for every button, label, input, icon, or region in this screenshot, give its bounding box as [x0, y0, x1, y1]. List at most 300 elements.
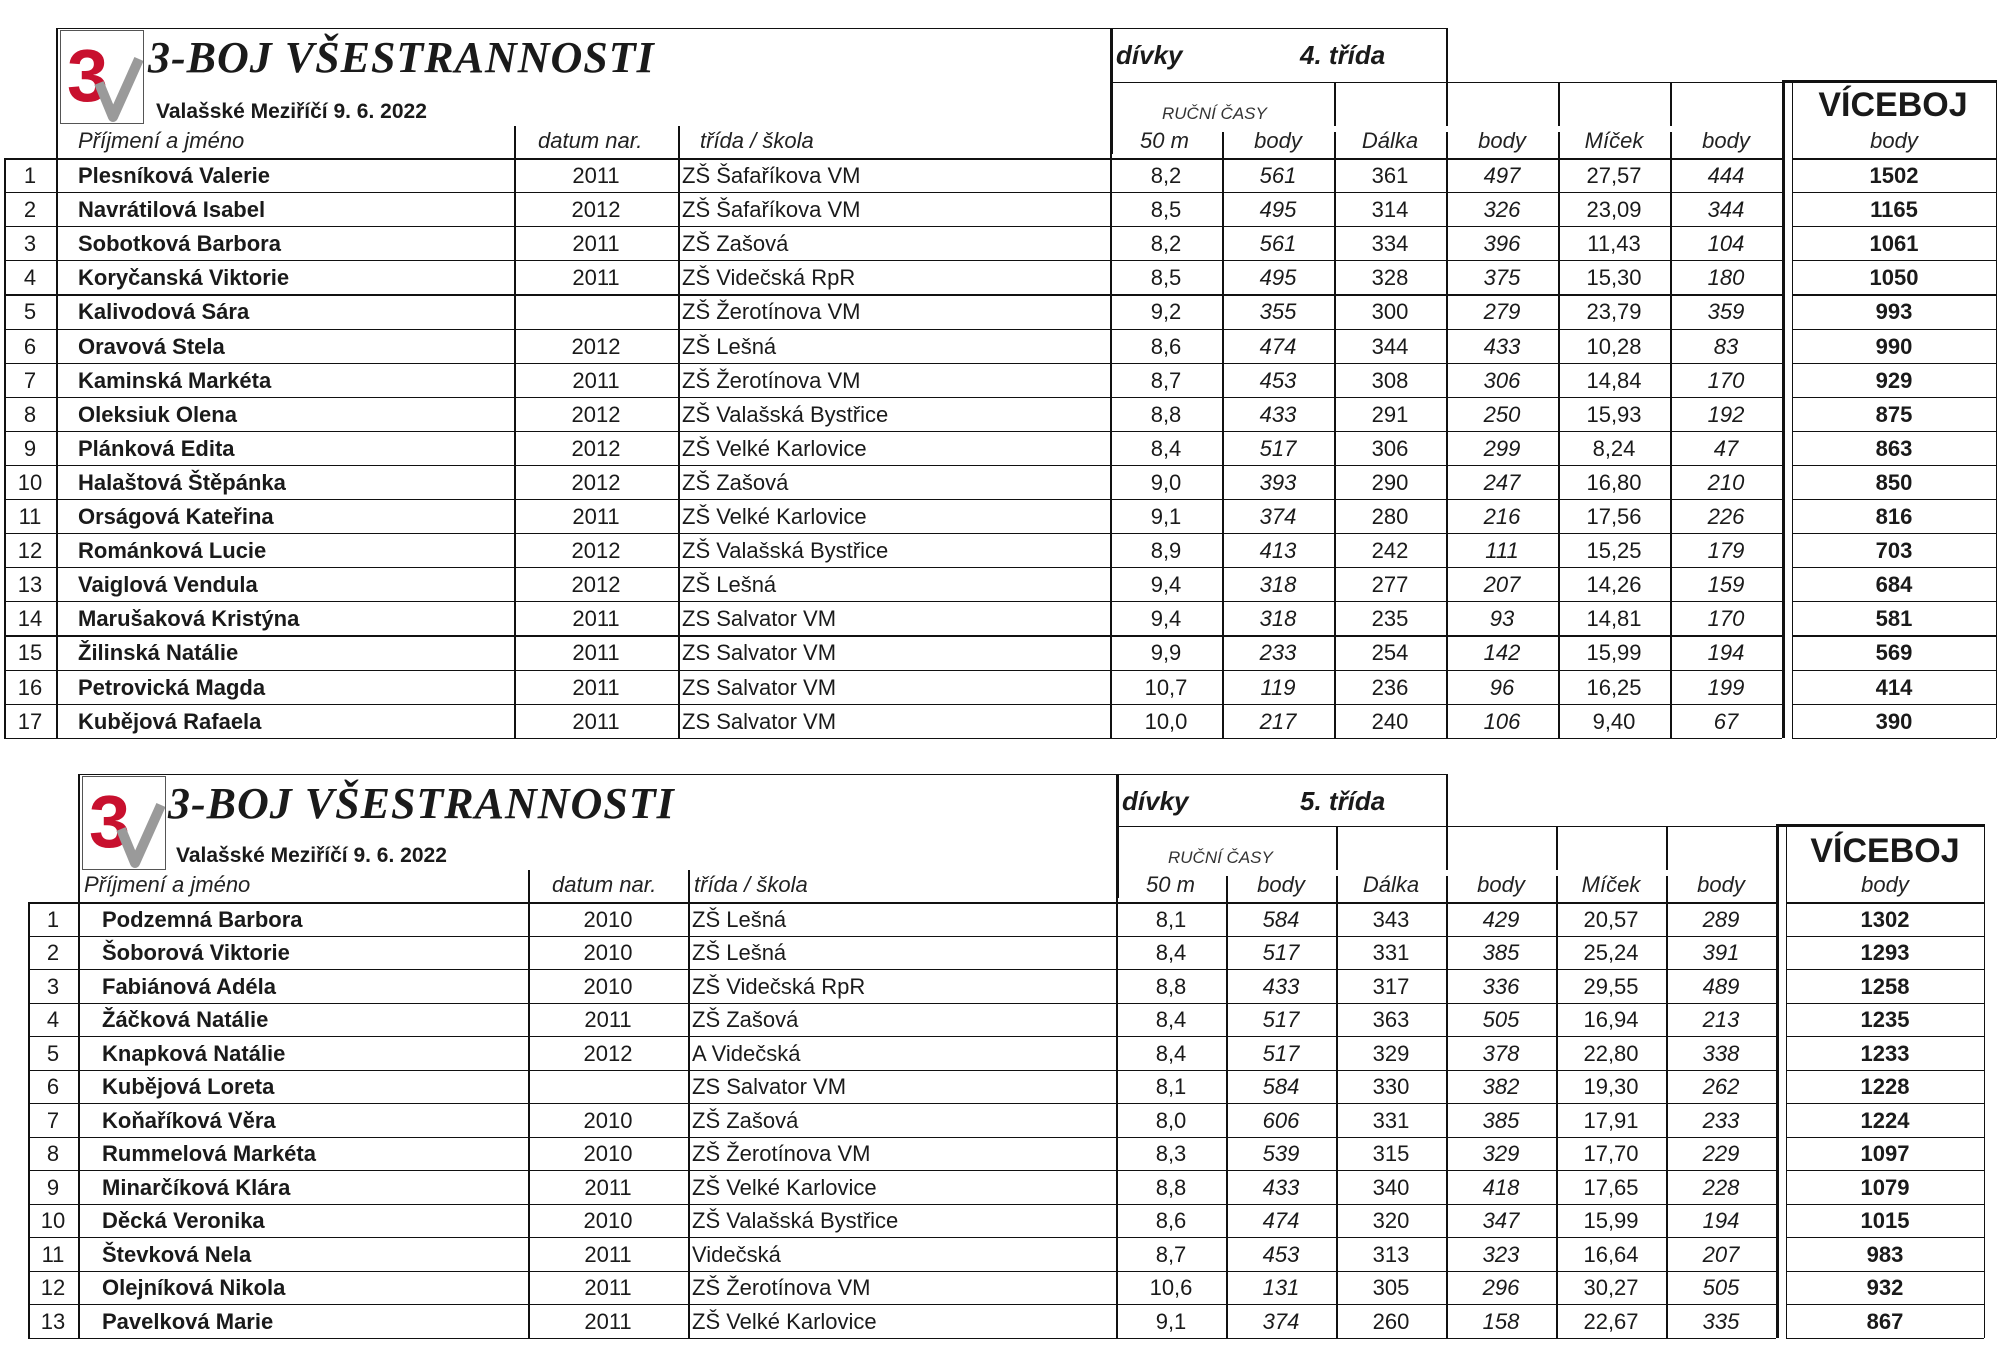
- cell-run: 8,1: [1155, 1074, 1187, 1100]
- cell-run: 9,1: [1150, 504, 1182, 530]
- cell-jump: 334: [1371, 231, 1409, 257]
- column-header-name: Příjmení a jméno: [84, 872, 251, 897]
- cell-dob: 2012: [583, 1040, 633, 1066]
- cell-rank: 17: [17, 708, 43, 734]
- cell-ball: 22,67: [1583, 1308, 1639, 1334]
- viceboj-heading: VÍCEBOJ: [1810, 832, 1960, 870]
- cell-ball: 16,64: [1583, 1241, 1639, 1267]
- table-rule: [1558, 82, 1560, 126]
- cell-school: ZŠ Žerotínova VM: [692, 1275, 871, 1301]
- cell-total: 1079: [1860, 1174, 1910, 1200]
- cell-rank: 9: [23, 435, 37, 461]
- cell-dob: 2012: [571, 401, 621, 427]
- table-rule: [1984, 824, 1985, 1338]
- cell-jump-pts: 375: [1483, 265, 1521, 291]
- cell-jump: 361: [1371, 163, 1409, 189]
- cell-school: ZŠ Velké Karlovice: [682, 504, 867, 530]
- table-rule: [1792, 465, 1996, 466]
- table-rule: [28, 1003, 1776, 1004]
- cell-jump: 330: [1372, 1074, 1410, 1100]
- cell-rank: 9: [46, 1174, 60, 1200]
- cell-school: Videčská: [692, 1241, 781, 1267]
- cell-ball: 10,28: [1586, 333, 1642, 359]
- cell-total: 816: [1875, 504, 1913, 530]
- cell-run: 10,6: [1149, 1275, 1193, 1301]
- cell-dob: 2011: [572, 265, 620, 291]
- cell-name: Koryčanská Viktorie: [78, 265, 290, 291]
- cell-dob: 2011: [572, 231, 620, 257]
- table-rule: [1792, 499, 1996, 500]
- table-rule: [28, 1338, 1776, 1339]
- cell-total: 1502: [1869, 163, 1919, 189]
- cell-school: ZS Salvator VM: [682, 708, 837, 734]
- table-rule: [28, 1070, 1776, 1071]
- cell-jump: 280: [1371, 504, 1409, 530]
- cell-ball: 15,99: [1583, 1208, 1639, 1234]
- cell-total: 929: [1875, 367, 1913, 393]
- cell-run-pts: 517: [1262, 940, 1300, 966]
- cell-name: Kubějová Loreta: [102, 1074, 275, 1100]
- cell-run: 8,2: [1150, 163, 1182, 189]
- venue-date: Valašské Meziříčí 9. 6. 2022: [156, 100, 427, 123]
- cell-school: ZŠ Lešná: [692, 906, 787, 932]
- cell-ball-pts: 228: [1702, 1174, 1740, 1200]
- cell-jump: 242: [1371, 538, 1409, 564]
- table-rule: [1666, 826, 1668, 870]
- cell-name: Kalivodová Sára: [78, 299, 250, 325]
- cell-ball: 20,57: [1583, 906, 1639, 932]
- cell-name: Pavelková Marie: [102, 1308, 274, 1334]
- cell-name: Knapková Natálie: [102, 1040, 286, 1066]
- cell-ball-pts: 213: [1702, 1007, 1740, 1033]
- cell-ball: 17,56: [1586, 504, 1642, 530]
- cell-ball-pts: 179: [1707, 538, 1745, 564]
- cell-ball-pts: 170: [1707, 606, 1745, 632]
- table-rule: [28, 969, 1776, 970]
- cell-rank: 4: [46, 1007, 60, 1033]
- cell-run: 8,9: [1150, 538, 1182, 564]
- cell-ball: 23,79: [1586, 299, 1642, 325]
- cell-rank: 2: [46, 940, 60, 966]
- cell-ball: 29,55: [1583, 973, 1639, 999]
- table-rule: [1446, 28, 1448, 82]
- cell-run: 10,0: [1144, 708, 1188, 734]
- cell-rank: 12: [17, 538, 43, 564]
- cell-run-pts: 217: [1259, 708, 1297, 734]
- column-header-name: Příjmení a jméno: [78, 128, 245, 153]
- cell-dob: 2011: [572, 708, 620, 734]
- cell-run-pts: 517: [1262, 1040, 1300, 1066]
- cell-school: ZŠ Zašová: [682, 469, 789, 495]
- cell-school: ZŠ Zašová: [692, 1007, 799, 1033]
- cell-jump-pts: 106: [1483, 708, 1521, 734]
- cell-total: 684: [1875, 572, 1913, 598]
- cell-run-pts: 474: [1259, 333, 1297, 359]
- cell-jump-pts: 306: [1483, 367, 1521, 393]
- cell-ball-pts: 207: [1702, 1241, 1740, 1267]
- cell-rank: 6: [46, 1074, 60, 1100]
- table-rule: [1786, 1204, 1984, 1205]
- venue-date: Valašské Meziříčí 9. 6. 2022: [176, 844, 447, 867]
- cell-name: Plánková Edita: [78, 435, 235, 461]
- cell-rank: 10: [17, 469, 43, 495]
- cell-run: 10,7: [1144, 674, 1188, 700]
- cell-jump-pts: 329: [1482, 1141, 1520, 1167]
- hand-times-label: RUČNÍ ČASY: [1162, 104, 1267, 123]
- cell-run: 8,4: [1155, 1040, 1187, 1066]
- cell-ball: 14,84: [1586, 367, 1642, 393]
- cell-run-pts: 131: [1262, 1275, 1300, 1301]
- cell-jump: 290: [1371, 469, 1409, 495]
- cell-school: ZŠ Velké Karlovice: [692, 1308, 877, 1334]
- cell-name: Žilinská Natálie: [78, 640, 239, 666]
- table-rule: [1782, 80, 1996, 83]
- cell-dob: 2012: [571, 538, 621, 564]
- cell-ball-pts: 359: [1707, 299, 1745, 325]
- cell-ball-pts: 104: [1707, 231, 1745, 257]
- cell-run: 8,5: [1150, 197, 1182, 223]
- cell-run: 8,4: [1155, 1007, 1187, 1033]
- cell-ball: 17,91: [1583, 1107, 1639, 1133]
- cell-jump-pts: 497: [1483, 163, 1521, 189]
- cell-ball-pts: 489: [1702, 973, 1740, 999]
- table-rule: [28, 1137, 1776, 1138]
- cell-ball-pts: 180: [1707, 265, 1745, 291]
- cell-dob: 2011: [572, 606, 620, 632]
- cell-ball: 15,30: [1586, 265, 1642, 291]
- table-rule: [1782, 82, 1784, 738]
- cell-run: 8,8: [1155, 1174, 1187, 1200]
- cell-jump: 305: [1372, 1275, 1410, 1301]
- column-header-run-pts: body: [1254, 128, 1302, 153]
- table-rule: [1786, 1304, 1984, 1305]
- table-rule: [28, 1170, 1776, 1171]
- table-rule: [28, 1103, 1776, 1104]
- cell-school: ZŠ Zašová: [682, 231, 789, 257]
- cell-jump: 331: [1372, 940, 1410, 966]
- cell-run-pts: 517: [1262, 1007, 1300, 1033]
- cell-name: Petrovická Magda: [78, 674, 266, 700]
- cell-name: Žáčková Natálie: [102, 1007, 269, 1033]
- cell-jump: 363: [1372, 1007, 1410, 1033]
- cell-jump: 300: [1371, 299, 1409, 325]
- cell-dob: 2010: [583, 973, 633, 999]
- cell-run: 8,4: [1155, 940, 1187, 966]
- table-rule: [1446, 826, 1448, 870]
- cell-run-pts: 474: [1262, 1208, 1300, 1234]
- cell-total: 569: [1875, 640, 1913, 666]
- table-rule: [1792, 363, 1996, 364]
- table-rule: [1792, 158, 1996, 160]
- column-header-school: třída / škola: [700, 128, 814, 153]
- cell-jump: 306: [1371, 435, 1409, 461]
- table-rule: [1786, 936, 1984, 937]
- cell-school: ZŠ Žerotínova VM: [692, 1141, 871, 1167]
- cell-school: ZS Salvator VM: [682, 674, 837, 700]
- cell-ball-pts: 159: [1707, 572, 1745, 598]
- cell-jump: 277: [1371, 572, 1409, 598]
- cell-jump-pts: 385: [1482, 940, 1520, 966]
- cell-jump: 331: [1372, 1107, 1410, 1133]
- column-header-ball: Míček: [1581, 872, 1641, 897]
- cell-rank: 10: [40, 1208, 66, 1234]
- grade-label: 5. třída: [1300, 786, 1386, 816]
- cell-name: Kaminská Markéta: [78, 367, 272, 393]
- cell-run-pts: 393: [1259, 469, 1297, 495]
- cell-jump: 328: [1371, 265, 1409, 291]
- cell-name: Šoborová Viktorie: [102, 940, 290, 966]
- cell-dob: 2011: [584, 1007, 632, 1033]
- cell-school: ZS Salvator VM: [692, 1074, 847, 1100]
- cell-ball: 14,81: [1586, 606, 1642, 632]
- cell-run: 8,6: [1150, 333, 1182, 359]
- cell-school: ZŠ Valašská Bystřice: [682, 538, 889, 564]
- cell-school: ZS Salvator VM: [682, 640, 837, 666]
- cell-dob: 2012: [571, 197, 621, 223]
- cell-ball-pts: 170: [1707, 367, 1745, 393]
- cell-rank: 11: [18, 504, 42, 530]
- cell-name: Rummelová Markéta: [102, 1141, 316, 1167]
- table-rule: [1792, 260, 1996, 261]
- column-header-ball-pts: body: [1697, 872, 1745, 897]
- cell-jump: 315: [1372, 1141, 1410, 1167]
- viceboj-heading: VÍCEBOJ: [1818, 86, 1968, 124]
- cell-name: Kubějová Rafaela: [78, 708, 262, 734]
- cell-dob: 2011: [584, 1308, 632, 1334]
- cell-total: 1015: [1860, 1208, 1910, 1234]
- column-header-school: třída / škola: [694, 872, 808, 897]
- cell-jump-pts: 247: [1483, 469, 1521, 495]
- table-rule: [1786, 1003, 1984, 1004]
- cell-run-pts: 606: [1262, 1107, 1300, 1133]
- cell-dob: 2011: [572, 640, 620, 666]
- cell-school: ZŠ Videčská RpR: [682, 265, 856, 291]
- cell-run-pts: 318: [1259, 606, 1297, 632]
- cell-name: Minarčíková Klára: [102, 1174, 291, 1200]
- table-rule: [28, 1036, 1776, 1037]
- table-rule: [4, 158, 1782, 160]
- cell-jump: 240: [1371, 708, 1409, 734]
- cell-ball-pts: 47: [1713, 435, 1739, 461]
- cell-run-pts: 584: [1262, 1074, 1300, 1100]
- cell-run: 8,0: [1155, 1107, 1187, 1133]
- cell-total: 1165: [1870, 197, 1918, 223]
- cell-ball-pts: 338: [1702, 1040, 1740, 1066]
- table-rule: [28, 936, 1776, 937]
- cell-run: 8,2: [1150, 231, 1182, 257]
- cell-school: ZŠ Šafaříkova VM: [682, 197, 861, 223]
- cell-jump: 314: [1371, 197, 1409, 223]
- cell-name: Sobotková Barbora: [78, 231, 281, 257]
- cell-total: 993: [1875, 299, 1913, 325]
- cell-run: 9,9: [1150, 640, 1182, 666]
- table-rule: [78, 870, 80, 1338]
- cell-rank: 8: [46, 1141, 60, 1167]
- cell-ball: 19,30: [1583, 1074, 1639, 1100]
- column-header-dob: datum nar.: [538, 128, 643, 153]
- cell-ball-pts: 192: [1707, 401, 1745, 427]
- table-rule: [1792, 192, 1996, 193]
- cell-dob: 2012: [571, 572, 621, 598]
- cell-total: 581: [1875, 606, 1913, 632]
- cell-name: Románková Lucie: [78, 538, 267, 564]
- table-rule: [1786, 902, 1984, 904]
- cell-school: ZŠ Žerotínova VM: [682, 367, 861, 393]
- cell-ball-pts: 194: [1702, 1208, 1740, 1234]
- cell-run: 9,4: [1150, 572, 1182, 598]
- table-rule: [28, 1271, 1776, 1272]
- cell-rank: 3: [23, 231, 37, 257]
- cell-run-pts: 318: [1259, 572, 1297, 598]
- cell-rank: 1: [23, 163, 37, 189]
- hand-times-label: RUČNÍ ČASY: [1168, 848, 1273, 867]
- cell-school: ZŠ Lešná: [682, 572, 777, 598]
- cell-ball: 25,24: [1583, 940, 1639, 966]
- table-rule: [28, 1237, 1776, 1238]
- cell-jump-pts: 111: [1485, 538, 1519, 564]
- cell-dob: 2011: [584, 1275, 632, 1301]
- cell-jump-pts: 323: [1482, 1241, 1520, 1267]
- cell-ball-pts: 391: [1702, 940, 1740, 966]
- cell-jump-pts: 142: [1483, 640, 1521, 666]
- category-label: dívky: [1122, 786, 1189, 816]
- cell-rank: 7: [23, 367, 37, 393]
- table-rule: [1776, 826, 1778, 1338]
- table-rule: [688, 870, 690, 1338]
- cell-run: 8,8: [1155, 973, 1187, 999]
- cell-run-pts: 453: [1259, 367, 1297, 393]
- cell-run: 8,3: [1155, 1141, 1187, 1167]
- cell-jump-pts: 93: [1489, 606, 1515, 632]
- cell-jump: 329: [1372, 1040, 1410, 1066]
- cell-name: Vaiglová Vendula: [78, 572, 258, 598]
- table-rule: [1446, 774, 1448, 826]
- cell-name: Fabiánová Adéla: [102, 973, 277, 999]
- cell-total: 990: [1875, 333, 1913, 359]
- cell-jump-pts: 279: [1483, 299, 1521, 325]
- table-rule: [1996, 80, 1997, 738]
- cell-ball-pts: 210: [1707, 469, 1745, 495]
- cell-rank: 13: [17, 572, 43, 598]
- cell-rank: 11: [41, 1241, 65, 1267]
- cell-run: 8,8: [1150, 401, 1182, 427]
- column-header-total: body: [1861, 872, 1909, 897]
- cell-ball: 23,09: [1586, 197, 1642, 223]
- table-rule: [4, 567, 1782, 568]
- table-rule: [1792, 397, 1996, 398]
- cell-rank: 1: [46, 906, 60, 932]
- column-header-run: 50 m: [1146, 872, 1195, 897]
- table-rule: [4, 465, 1782, 466]
- table-rule: [1786, 1070, 1984, 1071]
- table-rule: [1792, 635, 1996, 636]
- table-rule: [1792, 670, 1996, 671]
- column-header-jump-pts: body: [1477, 872, 1525, 897]
- table-rule: [1792, 533, 1996, 534]
- cell-jump: 344: [1371, 333, 1409, 359]
- cell-name: Podzemná Barbora: [102, 906, 303, 932]
- cell-name: Děcká Veronika: [102, 1208, 265, 1234]
- table-rule: [4, 601, 1782, 602]
- table-rule: [4, 363, 1782, 364]
- cell-total: 932: [1866, 1275, 1904, 1301]
- table-rule: [678, 126, 680, 738]
- cell-total: 414: [1875, 674, 1913, 700]
- table-rule: [1786, 969, 1984, 970]
- cell-ball: 16,94: [1583, 1007, 1639, 1033]
- table-rule: [1792, 329, 1996, 330]
- cell-school: ZŠ Zašová: [692, 1107, 799, 1133]
- cell-jump-pts: 336: [1482, 973, 1520, 999]
- cell-run: 9,0: [1150, 469, 1182, 495]
- cell-run-pts: 374: [1262, 1308, 1300, 1334]
- table-rule: [28, 1304, 1776, 1305]
- table-rule: [4, 226, 1782, 227]
- table-rule: [4, 431, 1782, 432]
- cell-rank: 5: [46, 1040, 60, 1066]
- cell-ball-pts: 444: [1707, 163, 1745, 189]
- cell-ball-pts: 344: [1707, 197, 1745, 223]
- cell-run-pts: 433: [1262, 1174, 1300, 1200]
- cell-jump-pts: 296: [1482, 1275, 1520, 1301]
- cell-jump: 343: [1372, 906, 1410, 932]
- cell-total: 983: [1866, 1241, 1904, 1267]
- table-rule: [1792, 226, 1996, 227]
- cell-total: 863: [1875, 435, 1913, 461]
- table-rule: [1776, 824, 1984, 827]
- cell-run-pts: 495: [1259, 265, 1297, 291]
- cell-school: ZŠ Valašská Bystřice: [692, 1208, 899, 1234]
- table-rule: [1786, 1271, 1984, 1272]
- cell-total: 867: [1866, 1308, 1904, 1334]
- cell-dob: 2011: [572, 367, 620, 393]
- cell-run: 8,4: [1150, 435, 1182, 461]
- table-rule: [4, 260, 1782, 261]
- table-rule: [78, 774, 1446, 775]
- cell-run: 9,4: [1150, 606, 1182, 632]
- table-rule: [4, 533, 1782, 534]
- cell-ball: 15,25: [1586, 538, 1642, 564]
- cell-jump-pts: 396: [1483, 231, 1521, 257]
- cell-total: 1050: [1869, 265, 1919, 291]
- cell-ball: 27,57: [1586, 163, 1642, 189]
- column-header-run-pts: body: [1257, 872, 1305, 897]
- cell-name: Števková Nela: [102, 1241, 252, 1267]
- cell-ball-pts: 262: [1702, 1074, 1740, 1100]
- cell-run-pts: 495: [1259, 197, 1297, 223]
- cell-ball-pts: 233: [1702, 1107, 1740, 1133]
- cell-school: ZŠ Velké Karlovice: [692, 1174, 877, 1200]
- cell-ball-pts: 83: [1713, 333, 1739, 359]
- 3v-logo-icon: [60, 30, 144, 124]
- svg-text:3: 3: [89, 780, 131, 863]
- cell-name: Halaštová Štěpánka: [78, 469, 286, 495]
- column-header-run: 50 m: [1140, 128, 1189, 153]
- cell-dob: 2012: [571, 469, 621, 495]
- table-rule: [4, 704, 1782, 705]
- cell-total: 850: [1875, 469, 1913, 495]
- cell-run: 8,7: [1150, 367, 1182, 393]
- cell-jump-pts: 207: [1483, 572, 1521, 598]
- cell-school: ZŠ Žerotínova VM: [682, 299, 861, 325]
- results-sheet-5th-grade: [0, 770, 2000, 1351]
- cell-total: 1293: [1860, 940, 1910, 966]
- cell-total: 1302: [1860, 906, 1910, 932]
- cell-school: ZŠ Videčská RpR: [692, 973, 866, 999]
- cell-dob: 2012: [571, 435, 621, 461]
- cell-jump-pts: 433: [1483, 333, 1521, 359]
- cell-run-pts: 584: [1262, 906, 1300, 932]
